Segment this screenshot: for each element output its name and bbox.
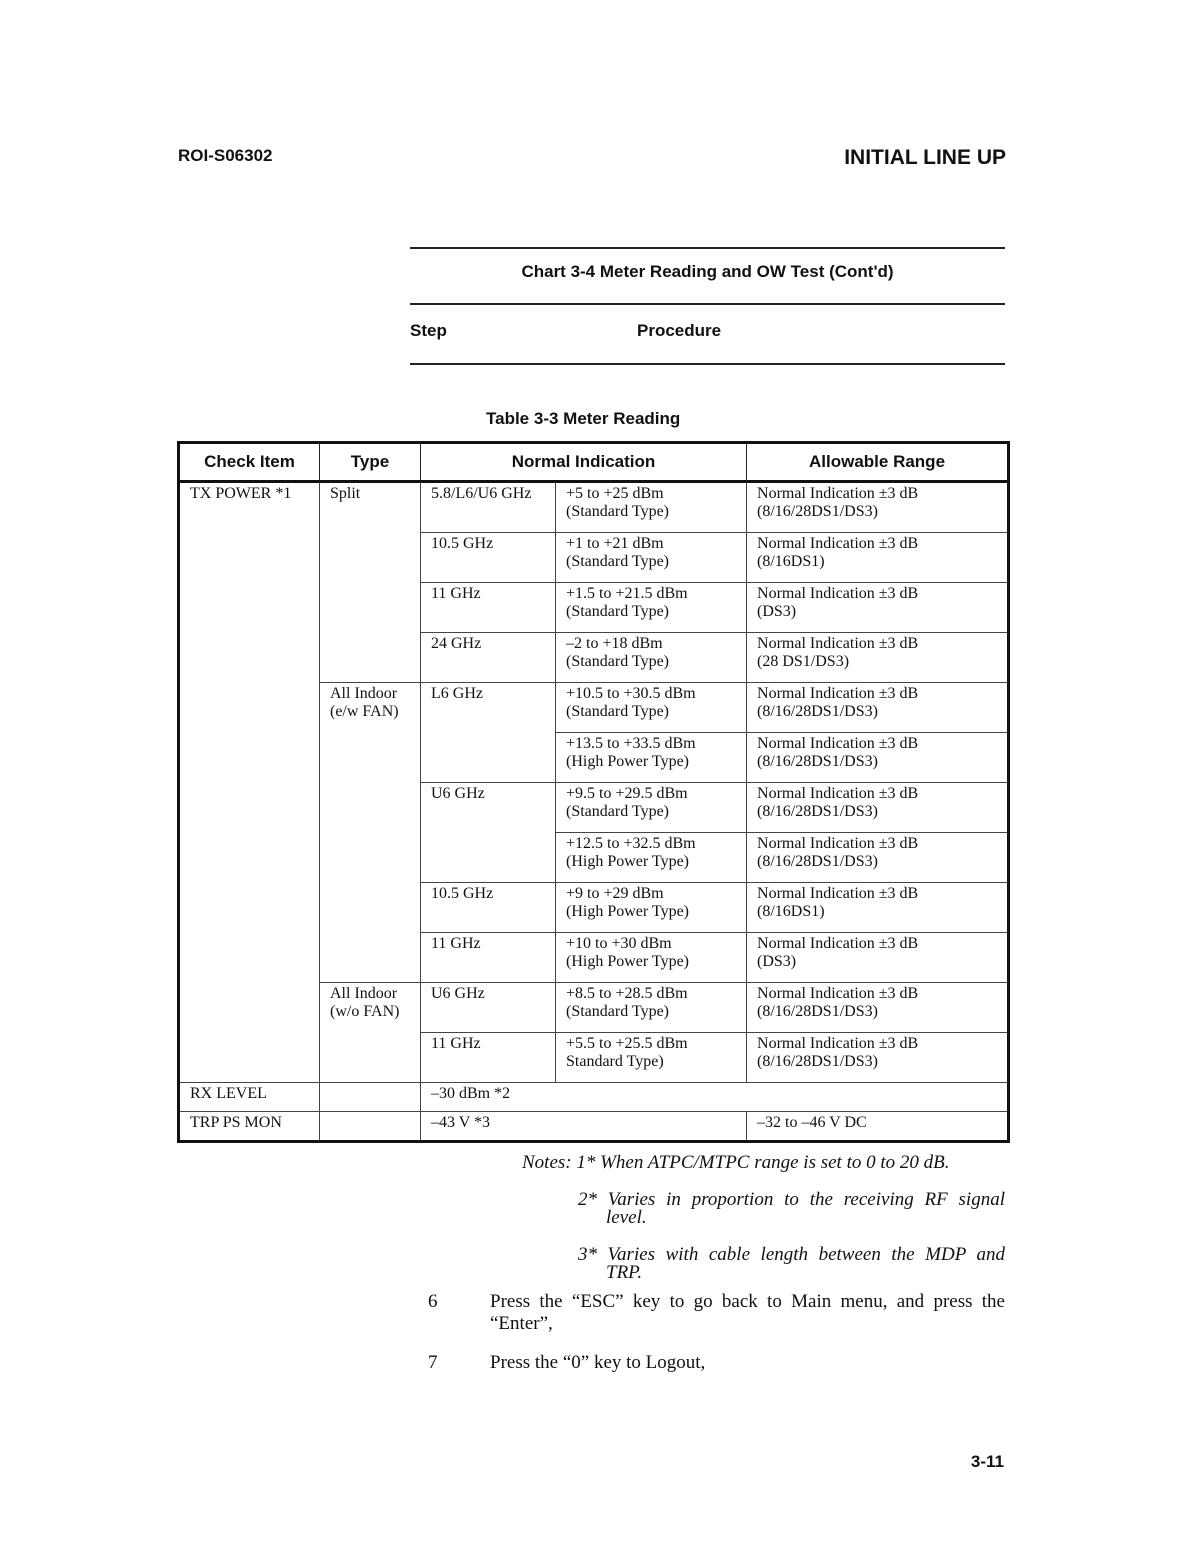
frequency-cell: U6 GHz	[421, 783, 556, 883]
range-cell: Normal Indication ±3 dB (8/16/28DS1/DS3)	[747, 783, 1009, 833]
range-cell: Normal Indication ±3 dB (8/16/28DS1/DS3)	[747, 1033, 1009, 1083]
level-cell: +10.5 to +30.5 dBm (Standard Type)	[556, 683, 747, 733]
step-text: Press the “0” key to Logout,	[490, 1352, 706, 1373]
header-normal-indication: Normal Indication	[421, 443, 747, 482]
step-number: 7	[428, 1352, 438, 1373]
column-heading-step: Step	[410, 321, 447, 340]
level-cell: +9 to +29 dBm (High Power Type)	[556, 883, 747, 933]
page-number: 3-11	[970, 1452, 1004, 1471]
type-cell	[320, 1112, 421, 1142]
level-cell: +5 to +25 dBm (Standard Type)	[556, 482, 747, 533]
check-item-cell: TX POWER *1	[179, 482, 320, 1083]
divider	[410, 303, 1005, 305]
frequency-cell: 11 GHz	[421, 933, 556, 983]
type-cell: All Indoor (e/w FAN)	[320, 683, 421, 983]
type-cell: Split	[320, 482, 421, 683]
note-1: Notes: 1* When ATPC/MTPC range is set to 0 to 20 dB.	[522, 1152, 950, 1173]
table-header-row	[179, 443, 1009, 482]
note-3: 3* Varies with cable length between the MDP and	[578, 1244, 1005, 1265]
table-row	[179, 1112, 1009, 1142]
range-cell: Normal Indication ±3 dB (8/16DS1)	[747, 883, 1009, 933]
range-cell: Normal Indication ±3 dB (8/16/28DS1/DS3)	[747, 833, 1009, 883]
level-cell: +1.5 to +21.5 dBm (Standard Type)	[556, 583, 747, 633]
table-row	[179, 482, 1009, 533]
note-2-continuation: level.	[606, 1207, 647, 1228]
document-id: ROI-S06302	[178, 146, 273, 165]
range-cell: –32 to –46 V DC	[747, 1112, 1009, 1142]
header-allowable-range: Allowable Range	[747, 443, 1009, 482]
meter-reading-table	[177, 441, 1010, 1143]
level-cell: –2 to +18 dBm (Standard Type)	[556, 633, 747, 683]
note-3-continuation: TRP.	[606, 1262, 643, 1283]
level-cell: +5.5 to +25.5 dBm Standard Type)	[556, 1033, 747, 1083]
range-cell: Normal Indication ±3 dB (8/16/28DS1/DS3)	[747, 733, 1009, 783]
column-heading-procedure: Procedure	[637, 321, 722, 340]
type-cell	[320, 1083, 421, 1112]
indication-cell: –30 dBm *2	[421, 1083, 1009, 1112]
level-cell: +12.5 to +32.5 dBm (High Power Type)	[556, 833, 747, 883]
chart-title: Chart 3-4 Meter Reading and OW Test (Cont'd)	[521, 262, 894, 281]
range-cell: Normal Indication ±3 dB (28 DS1/DS3)	[747, 633, 1009, 683]
check-item-cell: RX LEVEL	[179, 1083, 320, 1112]
frequency-cell: 24 GHz	[421, 633, 556, 683]
indication-cell: –43 V *3	[421, 1112, 747, 1142]
level-cell: +13.5 to +33.5 dBm (High Power Type)	[556, 733, 747, 783]
frequency-cell: 5.8/L6/U6 GHz	[421, 482, 556, 533]
table-row	[179, 1083, 1009, 1112]
check-item-cell: TRP PS MON	[179, 1112, 320, 1142]
frequency-cell: 11 GHz	[421, 1033, 556, 1083]
type-cell: All Indoor (w/o FAN)	[320, 983, 421, 1083]
range-cell: Normal Indication ±3 dB (8/16DS1)	[747, 533, 1009, 583]
range-cell: Normal Indication ±3 dB (DS3)	[747, 583, 1009, 633]
range-cell: Normal Indication ±3 dB (8/16/28DS1/DS3)	[747, 683, 1009, 733]
divider	[410, 363, 1005, 365]
note-2: 2* Varies in proportion to the receiving RF signal	[578, 1189, 1005, 1210]
frequency-cell: 10.5 GHz	[421, 883, 556, 933]
level-cell: +9.5 to +29.5 dBm (Standard Type)	[556, 783, 747, 833]
level-cell: +8.5 to +28.5 dBm (Standard Type)	[556, 983, 747, 1033]
table-caption: Table 3-3 Meter Reading	[486, 409, 681, 428]
header-check-item: Check Item	[179, 443, 320, 482]
level-cell: +10 to +30 dBm (High Power Type)	[556, 933, 747, 983]
header-type: Type	[320, 443, 421, 482]
divider	[410, 247, 1005, 249]
step-number: 6	[428, 1291, 438, 1312]
range-cell: Normal Indication ±3 dB (8/16/28DS1/DS3)	[747, 482, 1009, 533]
range-cell: Normal Indication ±3 dB (8/16/28DS1/DS3)	[747, 983, 1009, 1033]
step-text: Press the “ESC” key to go back to Main menu, and press the “Enter”,	[490, 1291, 1005, 1334]
frequency-cell: L6 GHz	[421, 683, 556, 783]
frequency-cell: 11 GHz	[421, 583, 556, 633]
section-title: INITIAL LINE UP	[844, 146, 1006, 169]
level-cell: +1 to +21 dBm (Standard Type)	[556, 533, 747, 583]
frequency-cell: 10.5 GHz	[421, 533, 556, 583]
frequency-cell: U6 GHz	[421, 983, 556, 1033]
range-cell: Normal Indication ±3 dB (DS3)	[747, 933, 1009, 983]
